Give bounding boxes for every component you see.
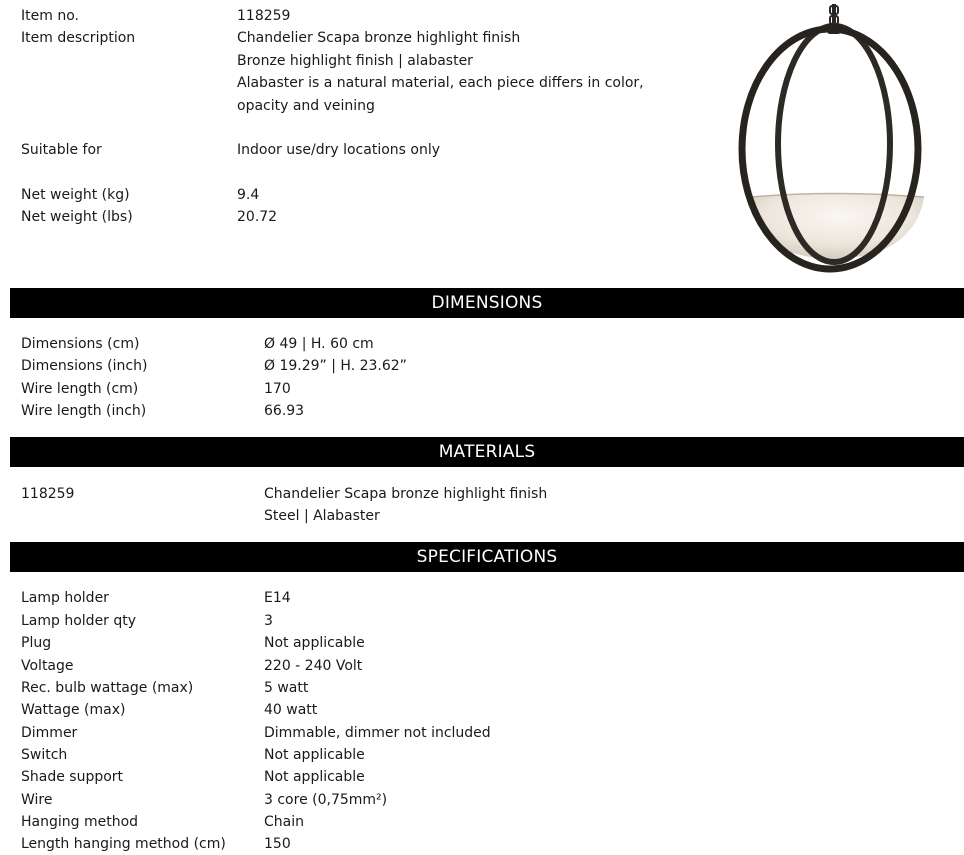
- description-line: opacity and veining: [237, 98, 375, 114]
- spec-label: Shade support: [21, 769, 124, 785]
- weight-kg-value: 9.4: [237, 187, 260, 203]
- specifications-header: SPECIFICATIONS: [10, 542, 964, 572]
- chandelier-product-image: [728, 4, 936, 274]
- suitable-value: Indoor use/dry locations only: [237, 142, 441, 158]
- spec-value: Not applicable: [264, 769, 365, 785]
- spec-value: Dimmable, dimmer not included: [264, 725, 491, 741]
- material-item: 118259: [21, 486, 75, 502]
- spec-label: Plug: [21, 635, 52, 651]
- spec-value: 5 watt: [264, 680, 309, 696]
- item-no-label: Item no.: [21, 8, 79, 24]
- suitable-label: Suitable for: [21, 142, 102, 158]
- spec-label: Rec. bulb wattage (max): [21, 680, 194, 696]
- spec-label: Length hanging method (cm): [21, 836, 226, 852]
- description-line: Bronze highlight finish | alabaster: [237, 53, 473, 69]
- spec-label: Wire: [21, 792, 53, 808]
- spec-value: 150: [264, 836, 291, 852]
- material-line: Steel | Alabaster: [264, 508, 380, 524]
- description-label: Item description: [21, 30, 136, 46]
- spec-value: 40 watt: [264, 702, 318, 718]
- spec-label: Wattage (max): [21, 702, 126, 718]
- dimension-label: Wire length (inch): [21, 403, 147, 419]
- spec-value: Not applicable: [264, 635, 365, 651]
- weight-kg-label: Net weight (kg): [21, 187, 130, 203]
- dimension-value: 170: [264, 381, 291, 397]
- dimension-value: Ø 49 | H. 60 cm: [264, 336, 374, 352]
- weight-lbs-value: 20.72: [237, 209, 278, 225]
- dimension-label: Dimensions (cm): [21, 336, 140, 352]
- description-line: Chandelier Scapa bronze highlight finish: [237, 30, 521, 46]
- dimension-label: Wire length (cm): [21, 381, 139, 397]
- spec-value: Not applicable: [264, 747, 365, 763]
- material-line: Chandelier Scapa bronze highlight finish: [264, 486, 548, 502]
- spec-value: Chain: [264, 814, 304, 830]
- spec-value: 3 core (0,75mm²): [264, 792, 388, 808]
- spec-value: E14: [264, 590, 291, 606]
- dimension-value: 66.93: [264, 403, 305, 419]
- dimensions-header: DIMENSIONS: [10, 288, 964, 318]
- materials-header: MATERIALS: [10, 437, 964, 467]
- spec-label: Voltage: [21, 658, 74, 674]
- spec-label: Hanging method: [21, 814, 139, 830]
- spec-label: Dimmer: [21, 725, 78, 741]
- dimension-value: Ø 19.29” | H. 23.62”: [264, 358, 407, 374]
- spec-value: 220 - 240 Volt: [264, 658, 363, 674]
- spec-value: 3: [264, 613, 273, 629]
- spec-label: Lamp holder: [21, 590, 109, 606]
- spec-label: Switch: [21, 747, 68, 763]
- dimension-label: Dimensions (inch): [21, 358, 148, 374]
- item-no-value: 118259: [237, 8, 291, 24]
- description-line: Alabaster is a natural material, each piece differs in color,: [237, 75, 644, 91]
- spec-label: Lamp holder qty: [21, 613, 137, 629]
- weight-lbs-label: Net weight (lbs): [21, 209, 133, 225]
